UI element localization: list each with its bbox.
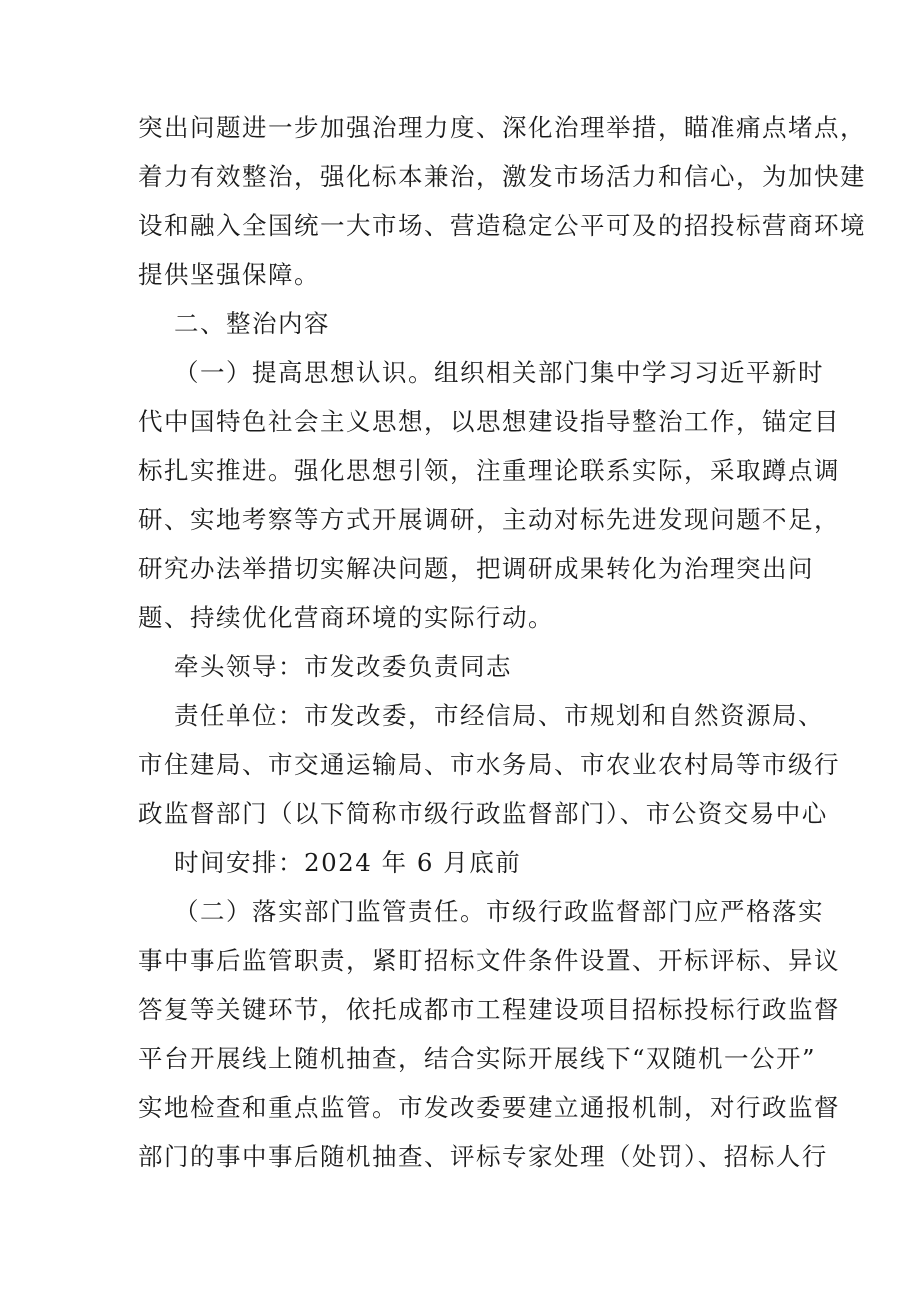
text-line: 代中国特色社会主义思想，以思想建设指导整治工作，锚定目 bbox=[138, 407, 840, 436]
lead-leader-line: 牵头领导：市发改委负责同志 bbox=[174, 652, 512, 681]
text-line: 研究办法举措切实解决问题，把调研成果转化为治理突出问 bbox=[138, 554, 814, 583]
schedule-line: 时间安排：2024 年 6 月底前 bbox=[174, 848, 522, 877]
text-line: （一）提高思想认识。组织相关部门集中学习习近平新时 bbox=[174, 358, 824, 387]
text-line: （二）落实部门监管责任。市级行政监督部门应严格落实 bbox=[174, 897, 824, 926]
text-line: 设和融入全国统一大市场、营造稳定公平可及的招投标营商环境 bbox=[138, 211, 866, 240]
text-line: 提供坚强保障。 bbox=[138, 260, 320, 289]
text-line: 政监督部门（以下简称市级行政监督部门）、市公资交易中心 bbox=[138, 799, 828, 828]
text-line: 题、持续优化营商环境的实际行动。 bbox=[138, 603, 554, 632]
text-line: 标扎实推进。强化思想引领，注重理论联系实际，采取蹲点调 bbox=[138, 456, 840, 485]
section-heading: 二、整治内容 bbox=[174, 309, 330, 338]
text-line: 平台开展线上随机抽查，结合实际开展线下“双随机一公开” bbox=[138, 1044, 817, 1073]
text-line: 实地检查和重点监管。市发改委要建立通报机制，对行政监督 bbox=[138, 1093, 840, 1122]
text-line: 突出问题进一步加强治理力度、深化治理举措，瞄准痛点堵点， bbox=[138, 113, 866, 142]
text-line: 着力有效整治，强化标本兼治，激发市场活力和信心，为加快建 bbox=[138, 162, 866, 191]
text-line: 答复等关键环节，依托成都市工程建设项目招标投标行政监督 bbox=[138, 995, 840, 1024]
responsible-units-line: 责任单位：市发改委，市经信局、市规划和自然资源局、 bbox=[174, 701, 824, 730]
text-line: 部门的事中事后随机抽查、评标专家处理（处罚）、招标人行 bbox=[138, 1142, 828, 1171]
text-line: 研、实地考察等方式开展调研，主动对标先进发现问题不足， bbox=[138, 505, 840, 534]
text-line: 事中事后监管职责，紧盯招标文件条件设置、开标评标、异议 bbox=[138, 946, 840, 975]
text-line: 市住建局、市交通运输局、市水务局、市农业农村局等市级行 bbox=[138, 750, 840, 779]
